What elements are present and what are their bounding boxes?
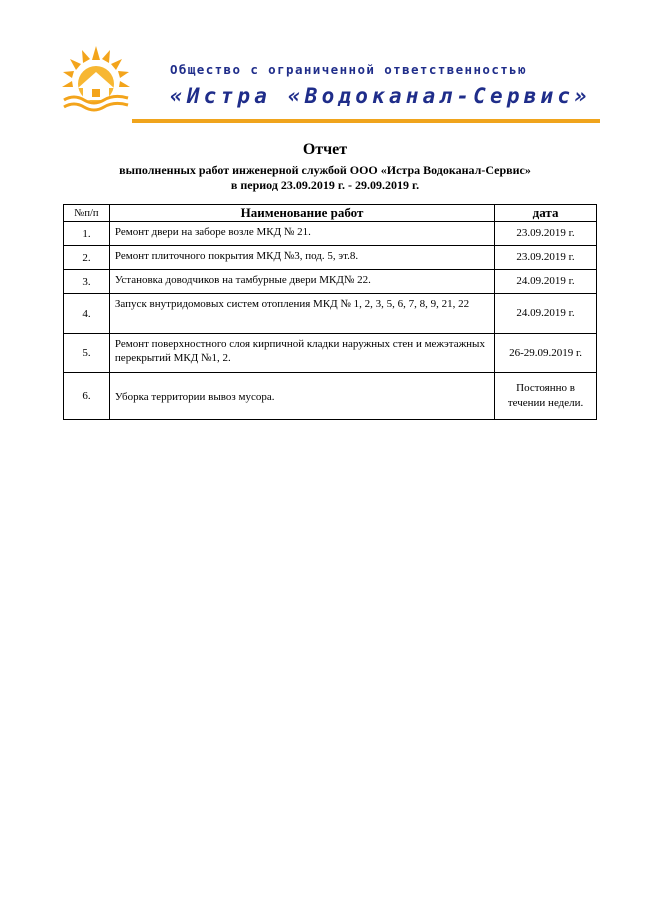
row-date: 23.09.2019 г. (495, 246, 597, 270)
header-divider (132, 119, 600, 123)
table-row (64, 246, 597, 270)
company-name: «Истра «Водоканал-Сервис» (170, 84, 592, 108)
row-work: Ремонт двери на заборе возле МКД № 21. (109, 222, 494, 246)
row-date: 26-29.09.2019 г. (495, 334, 597, 373)
row-num: 5. (64, 334, 110, 373)
table-row (64, 270, 597, 294)
company-logo (60, 42, 132, 114)
header-date: дата (495, 205, 597, 222)
table-row (64, 334, 597, 373)
row-work: Запуск внутридомовых систем отопления МКД № 1, 2, 3, 5, 6, 7, 8, 9, 21, 22 (109, 294, 494, 334)
row-work: Уборка территории вывоз мусора. (109, 373, 494, 420)
row-num: 1. (64, 222, 110, 246)
row-num: 4. (64, 294, 110, 334)
table-row (64, 373, 597, 420)
row-work: Установка доводчиков на тамбурные двери МКД№ 22. (109, 270, 494, 294)
row-num: 3. (64, 270, 110, 294)
table-row (64, 222, 597, 246)
works-table (63, 204, 597, 420)
row-date: 24.09.2019 г. (495, 270, 597, 294)
row-date: Постоянно в течении недели. (495, 373, 597, 420)
table-header-row (64, 205, 597, 222)
row-num: 6. (64, 373, 110, 420)
row-num: 2. (64, 246, 110, 270)
header-num: №п/п (64, 205, 110, 222)
row-work: Ремонт поверхностного слоя кирпичной кладки наружных стен и межэтажных перекрытий МКД №1, 2. (109, 334, 494, 373)
report-title: Отчет (302, 141, 348, 158)
report-subtitle: выполненных работ инженерной службой ООО «Истра Водоканал-Сервис» (119, 163, 531, 177)
company-legal-form: Общество с ограниченной ответственностью (170, 62, 528, 77)
header-name: Наименование работ (109, 205, 494, 222)
row-work: Ремонт плиточного покрытия МКД №3, под. 5, эт.8. (109, 246, 494, 270)
table-row (64, 294, 597, 334)
report-period: в период 23.09.2019 г. - 29.09.2019 г. (230, 178, 420, 192)
row-date: 24.09.2019 г. (495, 294, 597, 334)
row-date: 23.09.2019 г. (495, 222, 597, 246)
